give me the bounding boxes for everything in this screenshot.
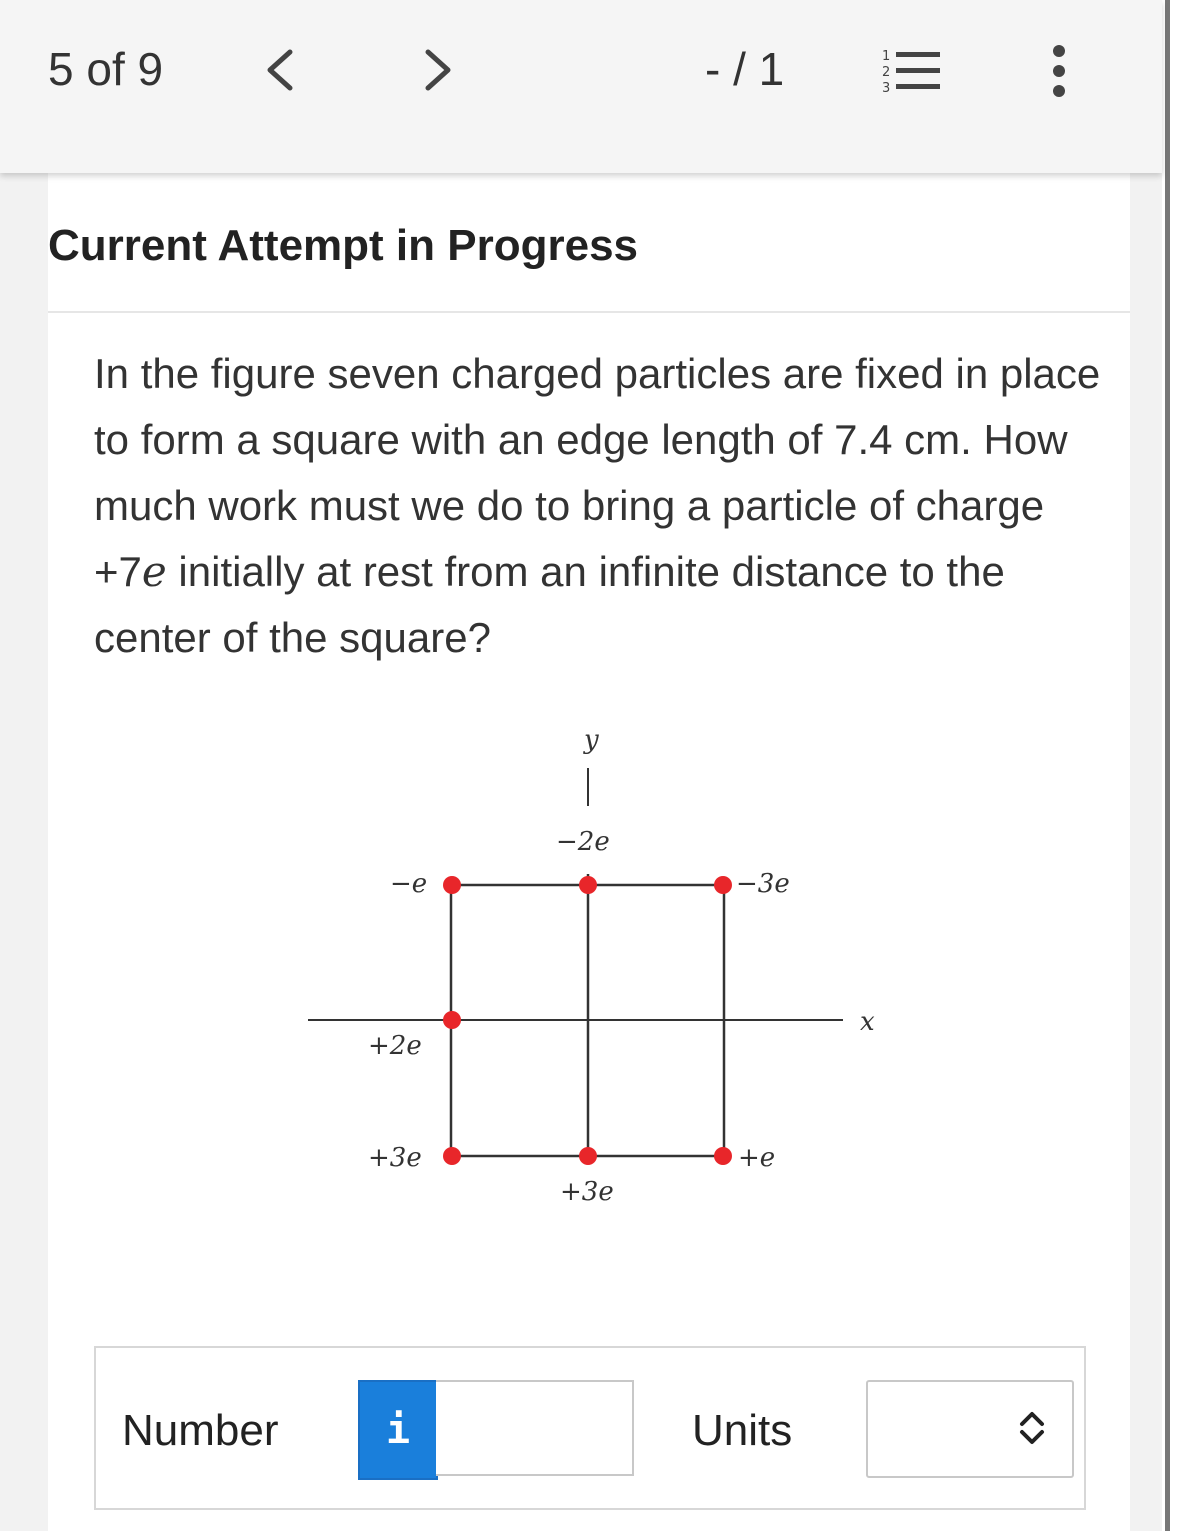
svg-text:1: 1	[882, 49, 891, 64]
number-label: Number	[122, 1406, 279, 1455]
particle-top-left	[443, 876, 461, 894]
chevron-right-icon[interactable]	[420, 48, 456, 97]
score: - / 1	[705, 43, 785, 95]
chevron-left-icon[interactable]	[262, 48, 298, 97]
number-input[interactable]	[436, 1380, 634, 1476]
top-bar	[0, 0, 1162, 173]
answer-box	[94, 1346, 1086, 1510]
question-card	[48, 173, 1130, 1531]
charge-label-bottom-left: +3e	[368, 1143, 422, 1173]
numbered-list-icon[interactable]	[880, 46, 942, 99]
particle-top-right	[714, 876, 732, 894]
attempt-title: Current Attempt in Progress	[48, 221, 639, 270]
question-text-part-1: In the figure seven charged particles are fixed in place to form a square with an edge length of 7.4 cm. How much work must we do to bring a particle of charge +7	[94, 350, 1101, 595]
info-button[interactable]: i	[358, 1380, 438, 1480]
particle-top-middle	[579, 876, 597, 894]
charge-label-bottom-right: +e	[738, 1143, 776, 1173]
particle-bottom-right	[714, 1147, 732, 1165]
charge-square-figure	[298, 718, 898, 1218]
charge-label-middle-left: +2e	[368, 1031, 422, 1061]
units-label: Units	[692, 1406, 793, 1455]
particle-bottom-left	[443, 1147, 461, 1165]
charge-label-bottom-middle: +3e	[560, 1177, 614, 1207]
scrollbar-thumb[interactable]	[1165, 0, 1170, 1531]
particle-middle-left	[443, 1011, 461, 1029]
y-axis-label: y	[584, 725, 599, 755]
units-select[interactable]	[866, 1380, 1074, 1478]
charge-label-top-right: −3e	[736, 869, 790, 899]
scrollbar[interactable]	[1162, 0, 1179, 1531]
charge-label-top-middle: −2e	[556, 827, 610, 857]
x-axis-label: x	[860, 1007, 875, 1037]
divider	[48, 311, 1130, 313]
more-vertical-icon[interactable]	[1048, 44, 1070, 103]
question-text	[94, 341, 1104, 671]
updown-chevron-icon	[1016, 1408, 1048, 1453]
question-position: 5 of 9	[48, 43, 164, 95]
svg-text:2: 2	[882, 65, 891, 80]
question-text-part-2: initially at rest from an infinite distance to the center of the square?	[94, 548, 1005, 661]
particle-bottom-middle	[579, 1147, 597, 1165]
charge-label-top-left: −e	[390, 869, 428, 899]
charge-symbol: e	[141, 547, 167, 596]
svg-text:3: 3	[882, 81, 891, 94]
